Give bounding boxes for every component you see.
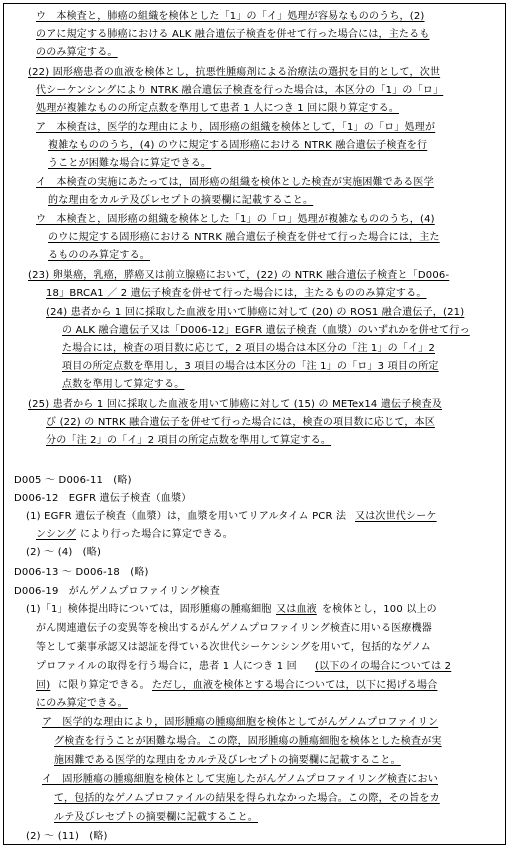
upper-text-line: のアに規定する肺癌における ALK 融合遺伝子検査を併せて行った場合には，主たるも	[36, 29, 430, 40]
lower-text-line: にのみ算定できる。	[36, 698, 128, 709]
upper-text-line: 点数を準用して算定する。	[62, 379, 185, 390]
upper-text-line: び (22) の NTRK 融合遺伝子を併せて行った場合には，検査の項目数に応じて，本区	[46, 417, 435, 428]
upper-text-line: (22) 固形癌患者の血液を検体とし，抗悪性腫瘍剤による治療法の選択を目的として，次世	[28, 67, 441, 78]
upper-text-line: た場合には，検査の項目数に応じて，2 項目の場合は本区分の「注 1」の「イ」2	[62, 343, 436, 354]
upper-text-line: ウ 本検査と，肺癌の組織を検体とした「1」の「イ」処理が容易なもののうち，(2)	[36, 11, 425, 22]
upper-text-line: 的な理由をカルテ及びレセプトの摘要欄に記載すること。	[48, 195, 314, 206]
lower-text-line: (1)「1」検体提出時については，固形腫瘍の腫瘍細胞	[26, 604, 272, 615]
upper-text-line: うことが困難な場合に算定できる。	[48, 158, 212, 169]
lower-text-line: に限り算定できる。	[58, 680, 150, 691]
upper-text-line: (24) 患者から 1 回に採取した血液を用いて肺癌に対して (20) の ROS1 融合遺伝子，(21)	[46, 307, 465, 318]
lower-text-line: により行った場合に算定できる。	[80, 529, 233, 540]
lower-text-line: グ検査を行うことが困難な場合。この際，固形腫瘍の腫瘍細胞を検体とした検査が実	[54, 736, 442, 747]
upper-text-line: の ALK 融合遺伝子又は「D006-12」EGFR 遺伝子検査（血漿）のいずれかを併せて行っ	[62, 325, 470, 336]
lower-text-line: (2) ～ (11) (略)	[26, 831, 108, 842]
upper-text-line: (25) 患者から 1 回に採取した血液を用いて肺癌に対して (15) の METex14 遺伝子検査及	[28, 399, 443, 410]
lower-text-line: (2) ～ (4) (略)	[26, 547, 102, 558]
upper-text-line: 代シーケンシングにより NTRK 融合遺伝子検査を行った場合は，本区分の「1」の「ロ」	[36, 85, 444, 96]
lower-text-line: 又は次世代シーケ	[355, 511, 437, 522]
lower-text-line: 回)	[36, 680, 51, 691]
lower-text-line: 等として薬事承認又は認証を得ている次世代シーケンシングを用いて，包括的なゲノム	[36, 642, 431, 653]
upper-text-line: ア 本検査は，医学的な理由により，固形癌の組織を検体として，「1」の「ロ」処理が	[36, 122, 436, 133]
lower-text-line: を検体とし，100 以上の	[322, 604, 437, 615]
lower-text-line: D005 ～ D006-11 (略)	[14, 475, 132, 486]
upper-text-line: 分の「注 2」の「イ」2 項目の所定点数を準用して算定する。	[46, 435, 332, 446]
upper-text-line: るもののみ算定する。	[48, 250, 150, 261]
lower-text-line: D006-19 がんゲノムプロファイリング検査	[14, 586, 220, 597]
upper-text-line: ののみ算定する。	[36, 47, 118, 58]
upper-text-line: 18」BRCA1 ／ 2 遺伝子検査を併せて行った場合には，主たるもののみ算定する。	[46, 288, 427, 299]
upper-text-line: 項目の所定点数を準用し，3 項目の場合は本区分の「注 1」の「ロ」3 項目の所定	[62, 361, 439, 372]
upper-text-line: 処理が複雑なものの所定点数を準用して患者 1 人につき 1 回に限り算定する。	[36, 103, 400, 114]
lower-text-line: がん関連遺伝子の変異等を検出するがんゲノムプロファイリング検査に用いる医療機器	[36, 623, 432, 634]
lower-text-line: D006-12 EGFR 遺伝子検査（血漿）	[14, 493, 192, 504]
lower-text-line: て，包括的なゲノムプロファイルの結果を得られなかった場合。この際，その旨をカ	[54, 793, 440, 804]
lower-text-line: ア 医学的な理由により，固形腫瘍の腫瘍細胞を検体としてがんゲノムプロファイリン	[42, 717, 439, 728]
upper-text-line: 複雑なもののうち，(4) のウに規定する固形癌における NTRK 融合遺伝子検査を行	[48, 140, 428, 151]
upper-text-line: のウに規定する固形癌における NTRK 融合遺伝子検査を併せて行った場合には，主た	[48, 232, 440, 243]
lower-text-line: ンシング	[36, 529, 77, 540]
lower-text-line: イ 固形腫瘍の腫瘍細胞を検体として実施したがんゲノムプロファイリング検査におい	[42, 774, 438, 785]
lower-text-line: プロファイルの取得を行う場合に，患者 1 人につき 1 回	[36, 661, 297, 672]
lower-text-line: (以下のイの場合については 2	[315, 661, 452, 672]
upper-text-line: (23) 卵巣癌，乳癌，膵癌又は前立腺癌において，(22) の NTRK 融合遺伝子検査と「D006-	[28, 270, 450, 281]
upper-text-line: ウ 本検査と，固形癌の組織を検体とした「1」の「ロ」処理が複雑なもののうち，(4)	[36, 214, 435, 225]
lower-text-line: ルテ及びレセプトの摘要欄に記載すること。	[54, 812, 258, 823]
lower-text-line: 施困難である医学的な理由をカルテ及びレセプトの摘要欄に記載すること。	[54, 755, 401, 766]
lower-text-line: (1) EGFR 遺伝子検査（血漿）は，血漿を用いてリアルタイム PCR 法	[26, 511, 347, 522]
lower-text-line: D006-13 ～ D006-18 (略)	[14, 567, 149, 578]
lower-text-line: 又は血液	[276, 604, 317, 615]
upper-text-line: イ 本検査の実施にあたっては，固形癌の組織を検体とした検査が実施困難である医学	[36, 177, 434, 188]
lower-text-line: ただし，血液を検体とする場合については，以下に掲げる場合	[152, 680, 438, 691]
